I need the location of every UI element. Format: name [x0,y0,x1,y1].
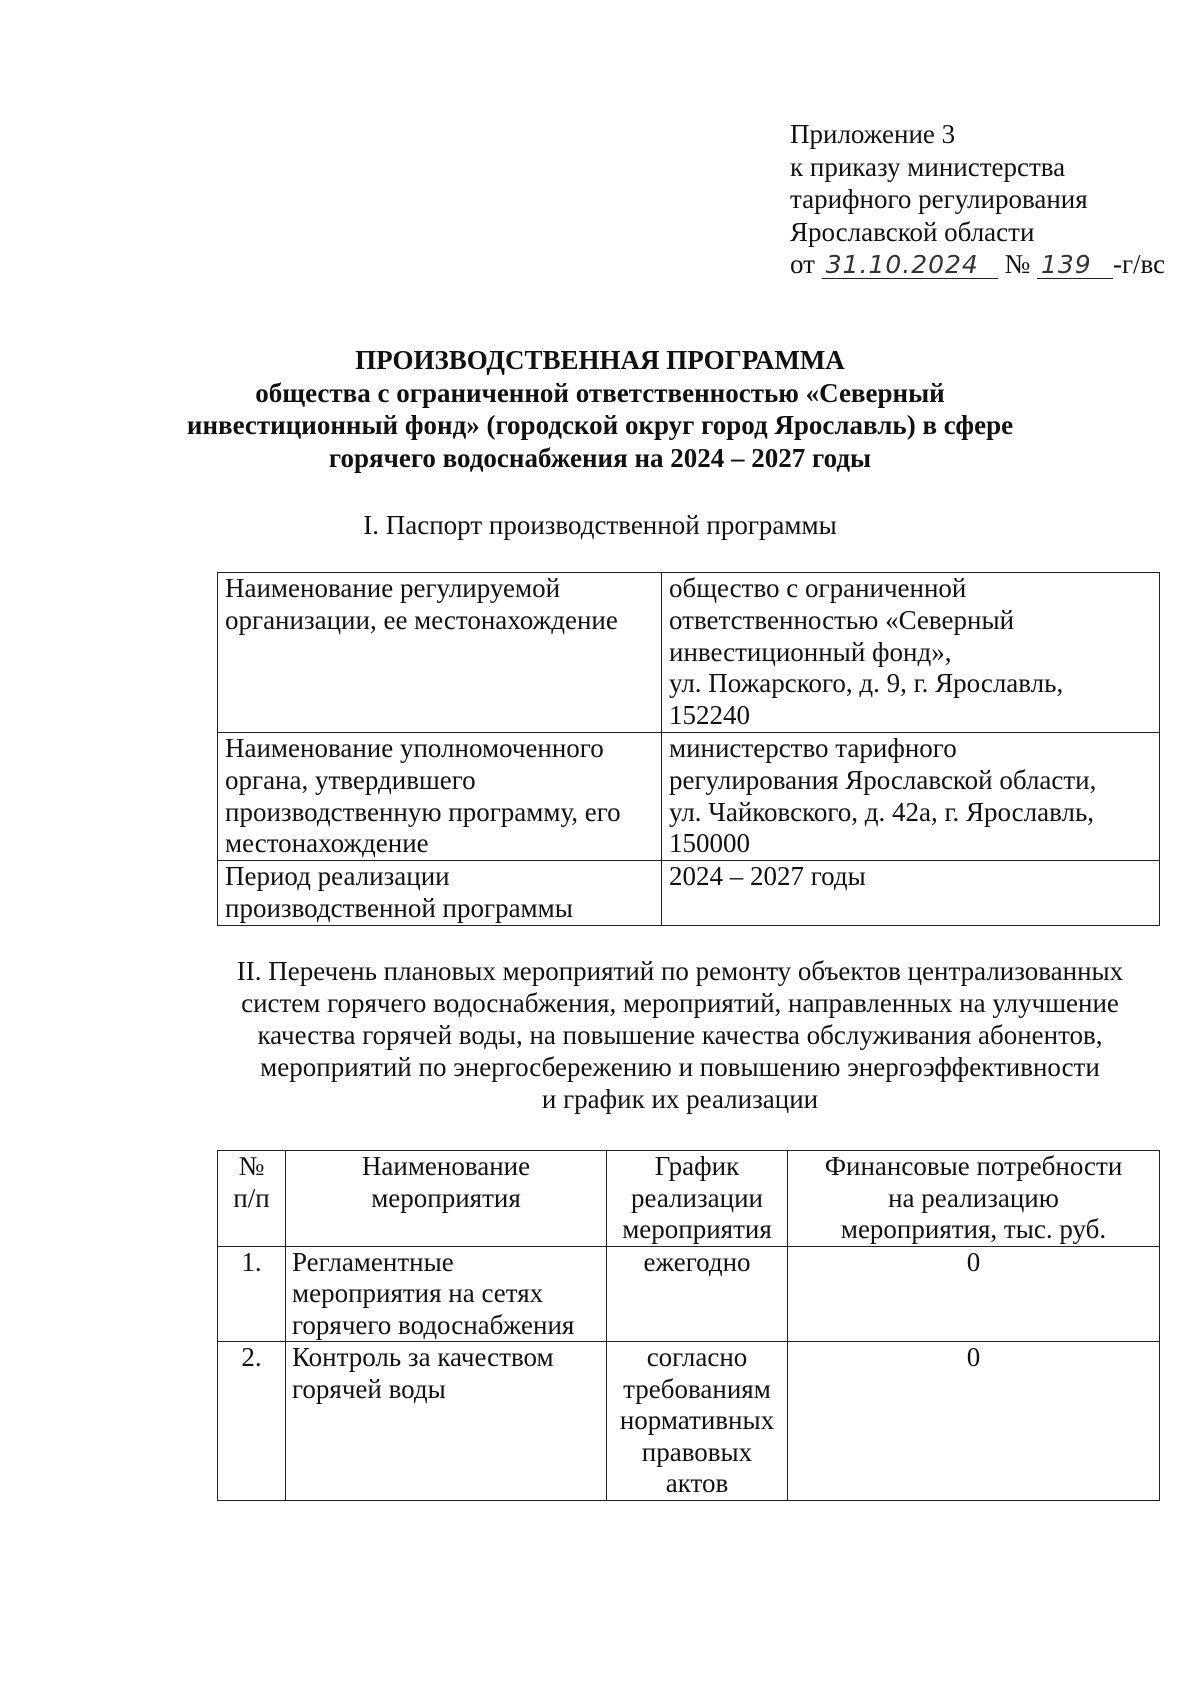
passport-label-cell: Период реализации производственной программы [218,861,662,926]
table-row [218,573,1160,733]
row-finance: 0 [788,1342,1160,1501]
title-line: общества с ограниченной ответственностью «Северный [255,377,945,408]
table-row [218,1342,1160,1501]
table-row [218,732,1160,860]
number-suffix: -г/вс [1112,249,1166,279]
appendix-line: тарифного регулирования [790,184,1088,214]
handwritten-number: 139 [1037,252,1113,279]
passport-label-cell: Наименование регулируемой организации, ее местонахождение [218,573,662,733]
table-row [218,861,1160,926]
title-line: ПРОИЗВОДСТВЕННАЯ ПРОГРАММА [355,345,845,375]
appendix-date-line [790,248,1165,281]
row-name: Регламентные мероприятия на сетях горячего водоснабжения [286,1246,607,1342]
header-name: Наименование мероприятия [286,1151,607,1247]
row-finance: 0 [788,1246,1160,1342]
row-schedule: согласно требованиям нормативных правовых актов [607,1342,788,1501]
header-num: № п/п [218,1151,286,1247]
row-num: 2. [218,1342,286,1501]
row-schedule: ежегодно [607,1246,788,1342]
appendix-block [790,118,1165,281]
document-title [150,344,1050,474]
table-header-row [218,1151,1160,1247]
events-table [217,1150,1160,1501]
header-schedule: График реализации мероприятия [607,1151,788,1247]
row-num: 1. [218,1246,286,1342]
appendix-line: Ярославской области [790,216,1035,247]
section2-heading: II. Перечень плановых мероприятий по ремонту объектов централизованных систем горячего водоснабжения, мероприятий, направленных на улучшение качества горячей воды, на повышение качества обслуживания абонентов, мероприятий по энергосбережению и повышению энергоэффективности и график их реализации [236,956,1124,1114]
passport-table [217,572,1160,926]
passport-label-cell: Наименование уполномоченного органа, утвердившего производственную программу, его местонахождение [218,732,662,860]
number-prefix: № [1004,249,1031,279]
appendix-line: Приложение 3 [790,119,956,149]
passport-value-cell: 2024 – 2027 годы [662,861,1160,926]
appendix-line: к приказу министерства [790,151,1066,182]
date-prefix: от [790,249,815,279]
header-finance: Финансовые потребности на реализацию мероприятия, тыс. руб. [788,1151,1160,1247]
handwritten-date: 31.10.2024 [822,252,998,279]
title-line: горячего водоснабжения на 2024 – 2027 годы [328,442,872,473]
title-line: инвестиционный фонд» (городской округ город Ярославль) в сфере [186,410,1014,440]
row-name: Контроль за качеством горячей воды [286,1342,607,1501]
section1-heading: I. Паспорт производственной программы [363,510,837,540]
table-row [218,1246,1160,1342]
passport-value-cell: министерство тарифного регулирования Ярославской области, ул. Чайковского, д. 42а, г. Ярославль, 150000 [662,732,1160,860]
passport-value-cell: общество с ограниченной ответственностью «Северный инвестиционный фонд», ул. Пожарского, д. 9, г. Ярославль, 152240 [662,573,1160,733]
